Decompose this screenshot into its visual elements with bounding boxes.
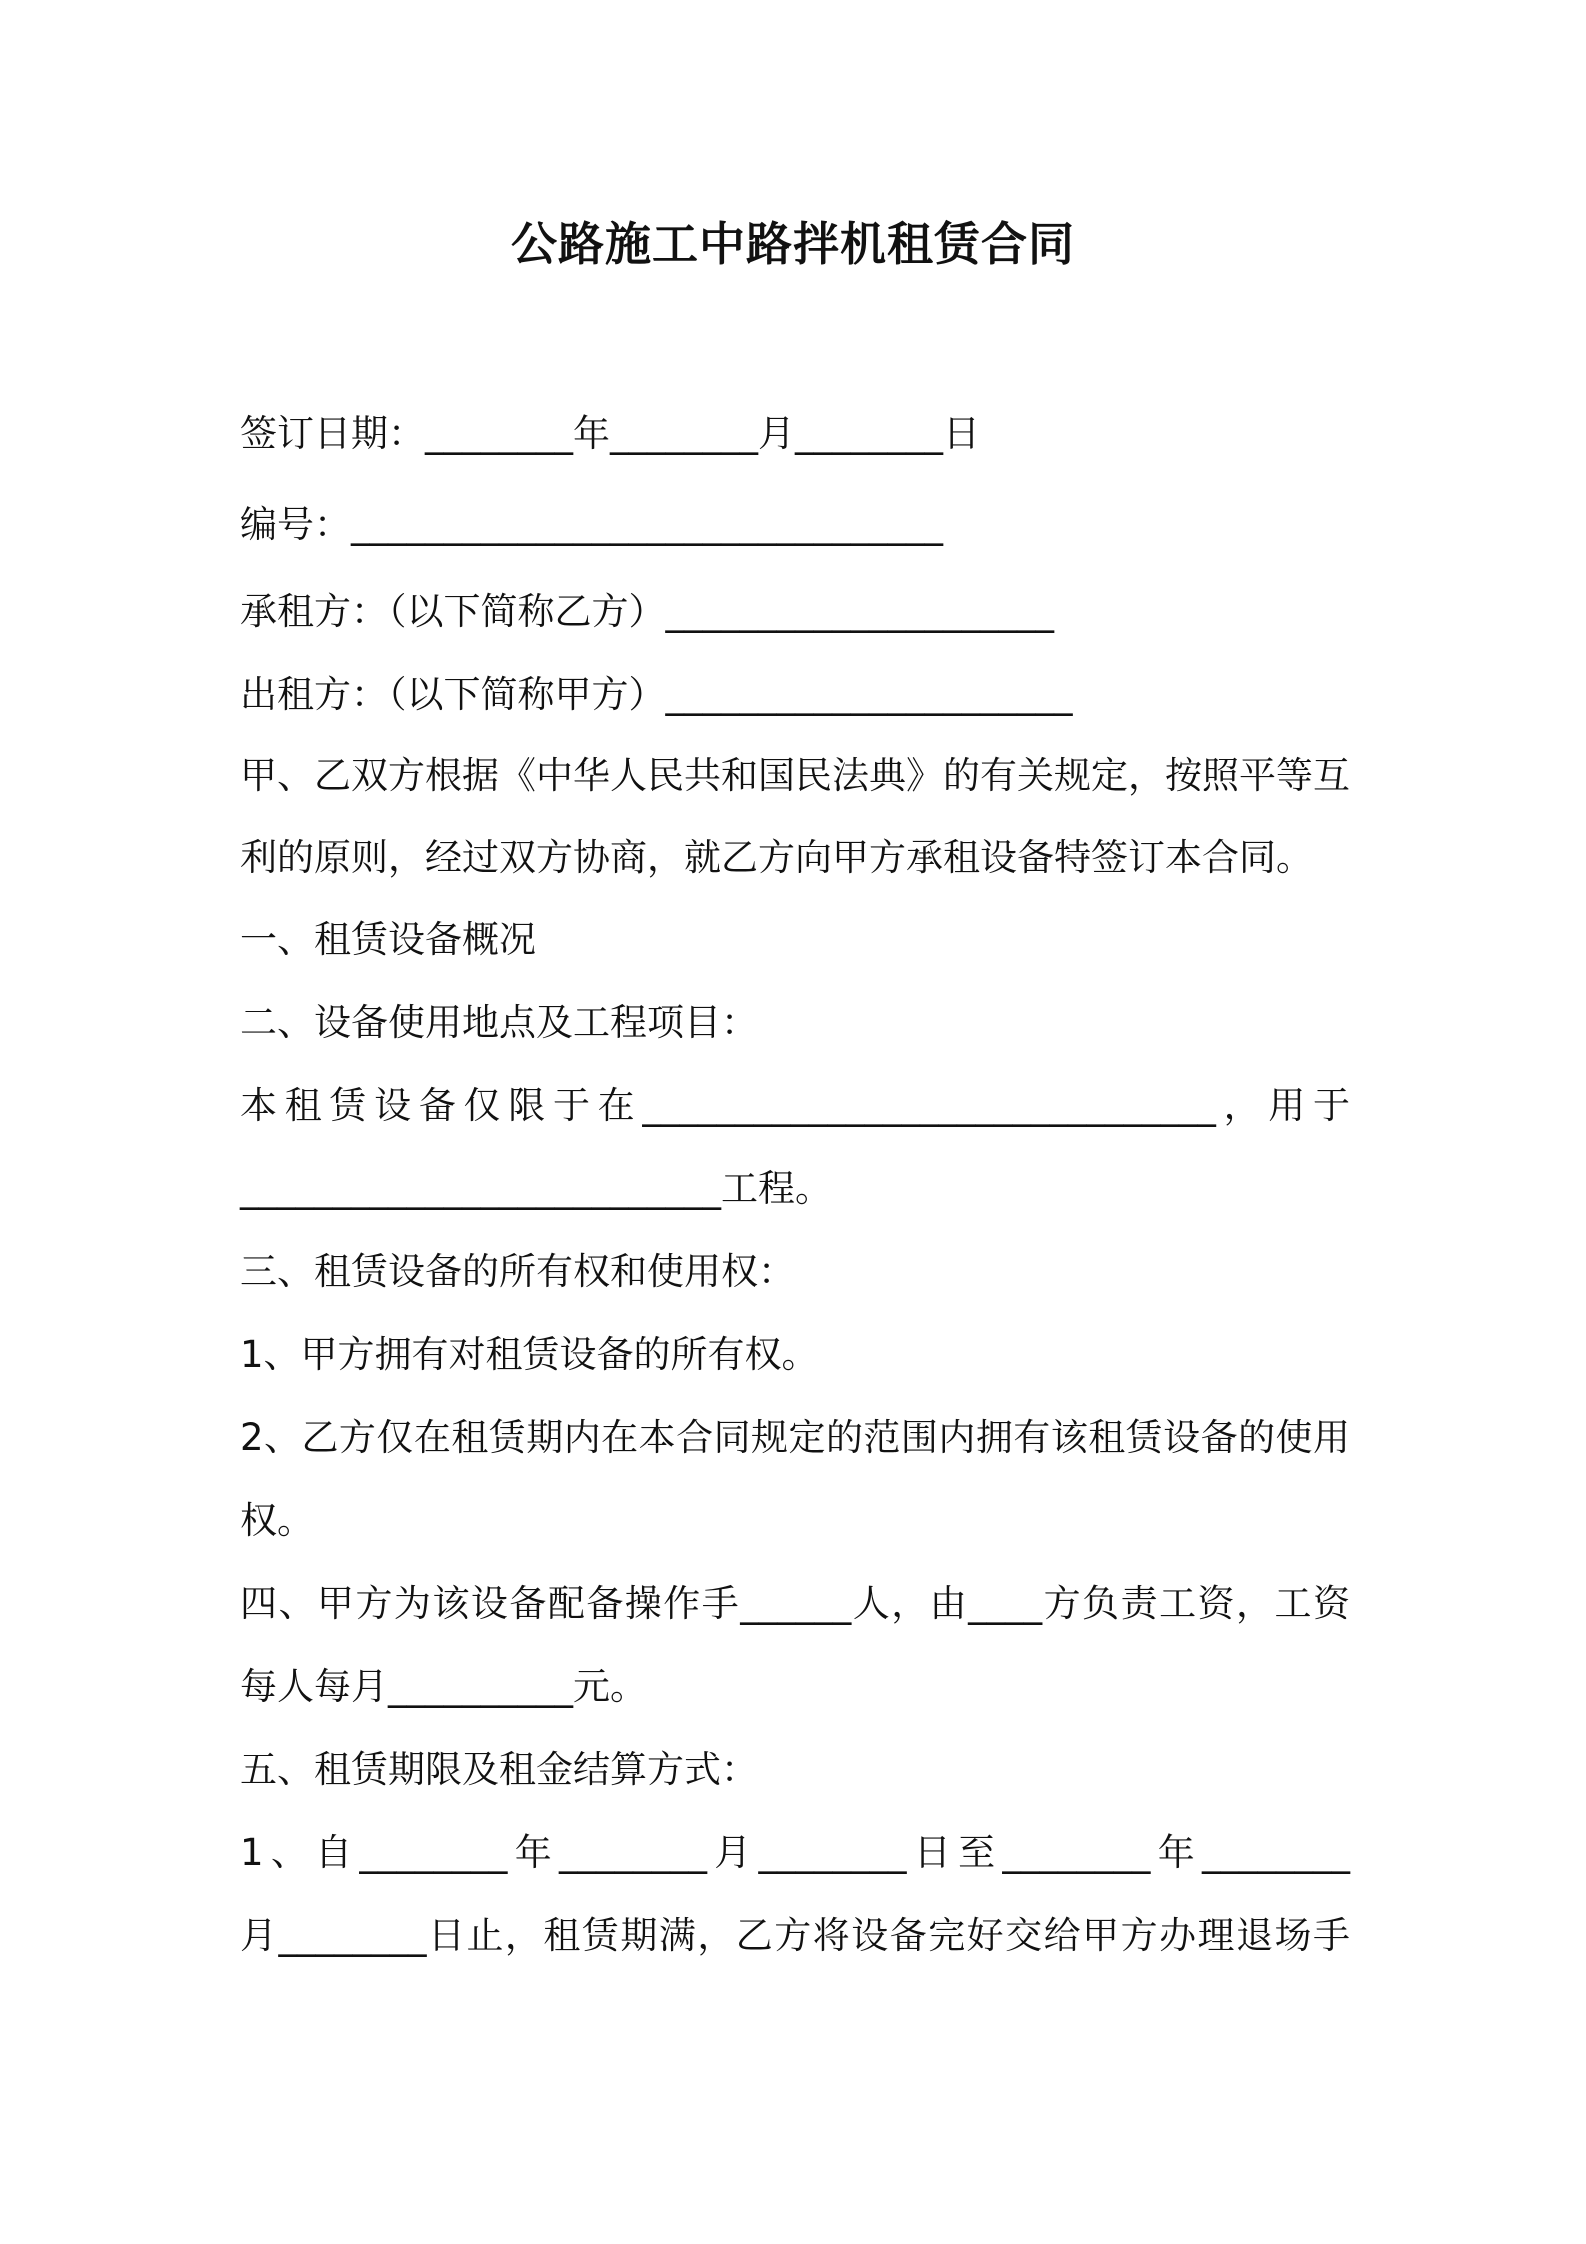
document-title: 公路施工中路拌机租赁合同 — [511, 217, 1075, 271]
clause-line: 月________日止，租赁期满，乙方将设备完好交给甲方办理退场手 — [240, 1914, 1350, 1957]
paragraph-line: __________________________工程。 — [240, 1167, 832, 1210]
clause-line: 1、自________年________月________日至________年________ — [240, 1831, 1350, 1874]
paragraph-line: 甲、乙双方根据《中华人民共和国民法典》的有关规定，按照平等互 — [240, 754, 1350, 797]
section-heading: 二、设备使用地点及工程项目： — [240, 1001, 758, 1044]
section-heading: 三、租赁设备的所有权和使用权： — [240, 1250, 795, 1293]
clause-line: 2、乙方仅在租赁期内在本合同规定的范围内拥有该租赁设备的使用 — [240, 1416, 1350, 1459]
lessee-line: 承租方：（以下简称乙方）_____________________ — [240, 590, 1054, 633]
contract-number-line: 编号：________________________________ — [240, 503, 943, 546]
paragraph-line: 利的原则，经过双方协商，就乙方向甲方承租设备特签订本合同。 — [240, 836, 1313, 879]
clause-line: 权。 — [240, 1499, 314, 1542]
lessor-line: 出租方：（以下简称甲方）______________________ — [240, 673, 1073, 716]
section-heading: 四、甲方为该设备配备操作手______人，由____方负责工资，工资 — [240, 1582, 1350, 1625]
signing-date-line: 签订日期：________年________月________日 — [240, 412, 980, 455]
paragraph-line: 本租赁设备仅限于在_______________________________，用于 — [240, 1084, 1350, 1127]
section-heading: 五、租赁期限及租金结算方式： — [240, 1748, 758, 1791]
clause-line: 1、甲方拥有对租赁设备的所有权。 — [240, 1333, 819, 1376]
paragraph-line: 每人每月__________元。 — [240, 1665, 647, 1708]
section-heading: 一、租赁设备概况 — [240, 918, 536, 961]
